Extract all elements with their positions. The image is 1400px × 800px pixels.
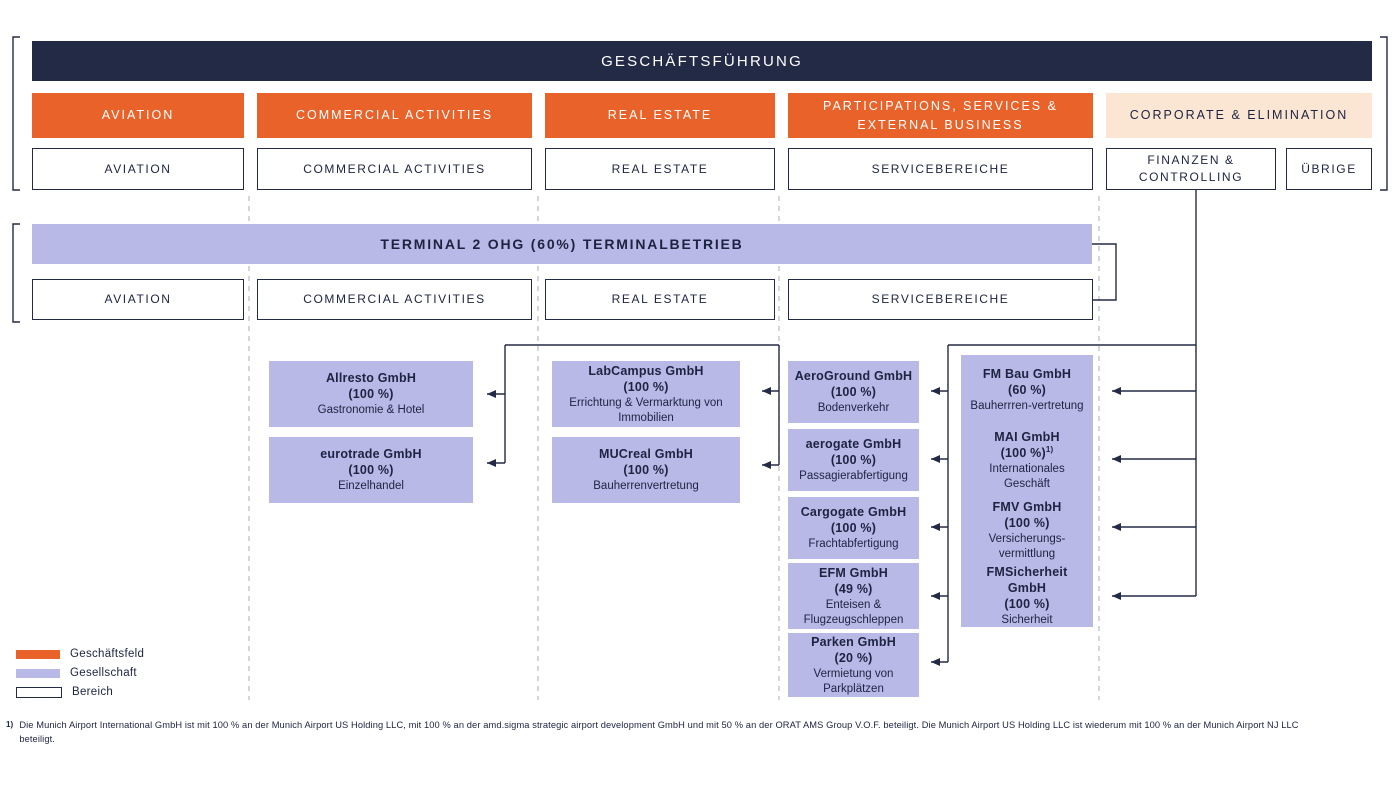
legend-label: Gesellschaft	[70, 667, 137, 679]
segment-participations: PARTICIPATIONS, SERVICES & EXTERNAL BUSINESS	[788, 93, 1093, 138]
company-name: FMV GmbH	[992, 499, 1062, 514]
company-share: (49 %)	[834, 581, 873, 596]
company-share: (100 %)	[623, 379, 669, 394]
company-name: Cargogate GmbH	[800, 505, 907, 520]
company-desc: Errichtung & Vermarktung von Immobilien	[569, 396, 723, 424]
footnote-marker-ref: 1)	[1045, 444, 1054, 454]
terminal2-band: TERMINAL 2 OHG (60%) TERMINALBETRIEB	[32, 224, 1092, 264]
legend-item-geschaeftsfeld	[16, 648, 216, 660]
company-desc: Gastronomie & Hotel	[317, 404, 425, 417]
company-name: FM Bau GmbH	[982, 367, 1072, 382]
segment-corporate-elimination: CORPORATE & ELIMINATION	[1106, 93, 1372, 138]
management-band: GESCHÄFTSFÜHRUNG	[32, 41, 1372, 81]
company-cargogate	[788, 497, 919, 559]
legend-swatch-orange	[16, 650, 60, 659]
company-share: (100 %)	[623, 463, 669, 478]
company-efm	[788, 563, 919, 629]
company-allresto	[269, 361, 473, 427]
company-fm-bau	[961, 355, 1093, 425]
company-share: (20 %)	[834, 650, 873, 665]
company-name: AeroGround GmbH	[794, 369, 913, 384]
company-share: (100 %)	[348, 463, 394, 478]
company-desc: Passagierabfertigung	[799, 470, 908, 483]
company-name: eurotrade GmbH	[320, 447, 422, 462]
company-name: aerogate GmbH	[805, 437, 902, 452]
footnote	[6, 719, 1326, 747]
company-desc: Internationales Geschäft	[989, 462, 1065, 490]
company-share: (100 %)	[830, 385, 877, 400]
company-desc: Enteisen & Flugzeugschleppen	[803, 598, 904, 626]
company-share: (100 %)	[348, 387, 394, 402]
legend	[16, 648, 216, 705]
company-desc: Sicherheit	[1001, 614, 1053, 627]
terminal-area-aviation: AVIATION	[32, 279, 244, 320]
company-aeroground	[788, 361, 919, 423]
legend-swatch-lilac	[16, 669, 60, 678]
company-desc: Bodenverkehr	[817, 402, 890, 415]
company-share: (100 %)	[830, 521, 877, 536]
company-labcampus	[552, 361, 740, 427]
legend-item-gesellschaft	[16, 667, 216, 679]
company-name: EFM GmbH	[819, 565, 888, 580]
segment-commercial-activities: COMMERCIAL ACTIVITIES	[257, 93, 532, 138]
area-finanzen-controlling: FINANZEN & CONTROLLING	[1106, 148, 1276, 190]
area-servicebereiche: SERVICEBEREICHE	[788, 148, 1093, 190]
company-share: (100 %)	[830, 453, 877, 468]
area-commercial-activities: COMMERCIAL ACTIVITIES	[257, 148, 532, 190]
company-desc: Einzelhandel	[338, 480, 404, 493]
legend-item-bereich	[16, 686, 216, 698]
company-desc: Versicherungs-vermittlung	[988, 532, 1066, 560]
company-desc: Bauherrenvertretung	[593, 480, 699, 493]
company-share: (100 %)	[1004, 597, 1050, 612]
area-real-estate: REAL ESTATE	[545, 148, 775, 190]
company-name: MUCreal GmbH	[598, 447, 694, 462]
company-name: Allresto GmbH	[325, 371, 417, 386]
company-name: Parken GmbH	[811, 634, 896, 649]
company-desc: Bauherrren-vertretung	[970, 400, 1084, 413]
legend-swatch-outline	[16, 687, 62, 698]
terminal-area-commercial-activities: COMMERCIAL ACTIVITIES	[257, 279, 532, 320]
company-mai	[961, 425, 1093, 495]
terminal-area-servicebereiche: SERVICEBEREICHE	[788, 279, 1093, 320]
segment-aviation: AVIATION	[32, 93, 244, 138]
company-eurotrade	[269, 437, 473, 503]
terminal-area-real-estate: REAL ESTATE	[545, 279, 775, 320]
area-uebrige: ÜBRIGE	[1286, 148, 1372, 190]
area-aviation: AVIATION	[32, 148, 244, 190]
company-name: FMSicherheit GmbH	[986, 565, 1068, 596]
company-name: LabCampus GmbH	[588, 363, 704, 378]
footnote-marker: 1)	[6, 720, 14, 729]
company-share: (100 %)	[1004, 515, 1050, 530]
company-parken	[788, 633, 919, 697]
legend-label: Geschäftsfeld	[70, 648, 145, 660]
company-desc: Vermietung von Parkplätzen	[813, 667, 894, 695]
company-share	[1001, 445, 1054, 461]
footnote-text: Die Munich Airport International GmbH ist mit 100 % an der Munich Airport US Holding LLC, mit 100 % an der amd.sigma strategic airport development GmbH und mit 50 % an der ORAT AMS Group V.O.F. beteiligt. Die Munich Airport US Holding LLC ist wiederum mit 100 % an der Munich Airport NJ LLC beteiligt.	[19, 720, 1299, 744]
company-fmv	[961, 495, 1093, 565]
segment-real-estate: REAL ESTATE	[545, 93, 775, 138]
company-fmsicherheit	[961, 565, 1093, 627]
legend-label: Bereich	[72, 686, 114, 698]
company-share: (60 %)	[1007, 383, 1047, 398]
share-value: (100 %)	[1000, 445, 1046, 460]
company-mucreal	[552, 437, 740, 503]
company-desc: Frachtabfertigung	[808, 538, 899, 551]
company-aerogate	[788, 429, 919, 491]
company-name: MAI GmbH	[994, 429, 1060, 444]
